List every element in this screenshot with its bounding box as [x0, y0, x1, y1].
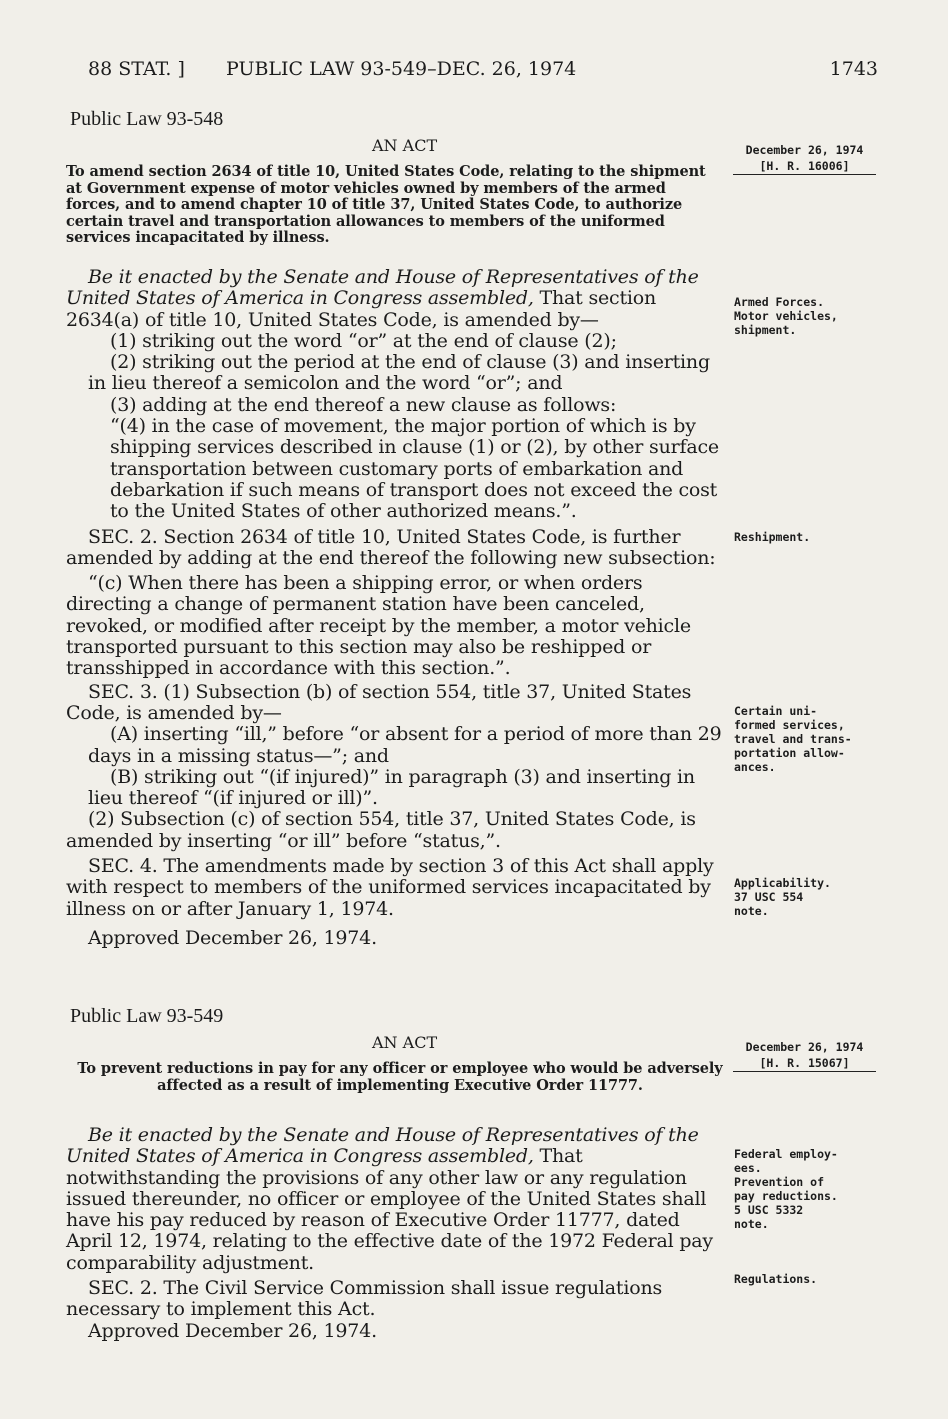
law2-sec2-label: SEC. 2. [88, 1277, 158, 1300]
law2-bill-number: [H. R. 15067] [733, 1055, 876, 1072]
law1-enact-rest: That section 2634(a) of title 10, United States Code, is amended by— [66, 287, 657, 331]
law1-clause-4: “(4) in the case of movement, the major portion of which is by shipping services described in clause (1) or (2), by other surface transportation between customary ports of embarkation and debarkation if such means of transport does not exceed the cost to the United States of other authorized means.”. [110, 415, 719, 523]
law1-summary: To amend section 2634 of title 10, United States Code, relating to the shipment at Government expense of motor vehicles owned by members of the armed forces, and to amend chapter 10 of title 37, United States Code, to authorize certain travel and transportation allowances to members of the uniformed services incapacitated by illness. [66, 163, 706, 246]
law1-sec3-2: (2) Subsection (c) of section 554, title 37, United States Code, is amended by inserting “or ill” before “status,”. [66, 808, 696, 852]
law1-sec2-text: Section 2634 of title 10, United States Code, is further amended by adding at the end thereof the following new subsection: [66, 525, 716, 569]
note-regulations [734, 1272, 864, 1286]
law2-enacting-clause [66, 1125, 726, 1274]
law1-clause-1: (1) striking out the word “or” at the end of clause (2); [110, 329, 617, 352]
law2-an-act: AN ACT [372, 1033, 438, 1052]
note-line: ees. [734, 1161, 762, 1175]
note-line: ances. [734, 760, 776, 774]
law2-margin-date [733, 1039, 876, 1072]
law2-enact-italic: Be it enacted by the Senate and House of Representatives of the United States of America in Congress assembled, [66, 1124, 699, 1168]
note-applicability [734, 876, 864, 918]
law1-clause-3: (3) adding at the end thereof a new clause as follows: [110, 393, 617, 416]
note-line: Motor vehicles, [734, 309, 838, 323]
header-title: PUBLIC LAW 93-549–DEC. 26, 1974 [226, 58, 577, 80]
law2-sec2-text: The Civil Service Commission shall issue regulations necessary to implement this Act. [66, 1277, 663, 1321]
law2-approved: Approved December 26, 1974. [88, 1319, 377, 1342]
law1-sec3-b: (B) striking out “(if injured)” in paragraph (3) and inserting in lieu thereof “(if injured or ill)”. [88, 765, 695, 810]
law1-bill-number: [H. R. 16006] [733, 158, 876, 175]
law2-title: Public Law 93-549 [70, 1005, 224, 1027]
note-federal-employees [734, 1147, 864, 1231]
law1-clause-2: (2) striking out the period at the end of clause (3) and inserting in lieu thereof a semicolon and the word “or”; and [88, 351, 710, 395]
page-number: 1743 [829, 58, 878, 80]
law1-date: December 26, 1974 [745, 143, 864, 157]
law2-date: December 26, 1974 [745, 1040, 864, 1054]
note-line: Certain uni- [734, 704, 818, 718]
law1-sec3-a: (A) inserting “ill,” before “or absent for a period of more than 29 days in a missing status—”; and [88, 723, 722, 767]
law1-enact-italic: Be it enacted by the Senate and House of Representatives of the United States of America in Congress assembled, [66, 266, 699, 310]
note-line: note. [734, 904, 769, 918]
note-line: Applicability. [734, 876, 831, 890]
law1-an-act: AN ACT [372, 136, 438, 155]
law1-approved: Approved December 26, 1974. [88, 926, 377, 949]
note-line: Regulations. [734, 1272, 818, 1286]
law1-title: Public Law 93-548 [70, 108, 224, 130]
law2-section-2 [66, 1278, 726, 1321]
note-line: shipment. [734, 323, 797, 337]
note-line: portation allow- [734, 746, 845, 760]
law1-margin-date [733, 142, 876, 175]
note-line: note. [734, 1217, 769, 1231]
law1-body [66, 267, 726, 949]
note-line: travel and trans- [734, 732, 852, 746]
note-certain-services [734, 704, 864, 774]
law2-enact-rest: That notwithstanding the provisions of any other law or any regulation issued thereunder, no officer or employee of the United States shall have his pay reduced by reason of Executive Order 11777, dated April 12, 1974, relating to the effective date of the 1972 Federal pay comparability adjustment. [66, 1145, 713, 1274]
note-line: 5 USC 5332 [734, 1203, 804, 1217]
note-line: Armed Forces. [734, 295, 825, 309]
note-line: formed services, [734, 718, 845, 732]
law1-section-3 [66, 682, 726, 725]
law1-section-2 [66, 527, 726, 570]
running-header [88, 58, 878, 88]
statute-volume: 88 STAT. ] [88, 58, 185, 80]
law1-sec4-text: The amendments made by section 3 of this Act shall apply with respect to members of the uniformed services incapacitated by illness on or after January 1, 1974. [66, 855, 714, 920]
note-line: Federal employ- [734, 1147, 838, 1161]
law1-sec2-quote: “(c) When there has been a shipping error, or when orders directing a change of permanent station have been canceled, revoked, or modified after receipt by the member, a motor vehicle transported pursuant to this section may also be reshipped or transshipped in accordance with this section.”. [66, 572, 691, 680]
note-line: Prevention of [734, 1175, 825, 1189]
law1-sec2-label: SEC. 2. [88, 525, 158, 548]
law2-summary: To prevent reductions in pay for any officer or employee who would be adversely affected as a result of implementing Executive Order 11777. [77, 1060, 723, 1094]
law1-sec4-label: SEC. 4. [88, 855, 158, 878]
law1-section-4 [66, 856, 726, 920]
note-line: 37 USC 554 [734, 890, 804, 904]
note-armed-forces [734, 295, 864, 337]
law1-enacting-clause [66, 267, 726, 331]
law1-sec3-text: (1) Subsection (b) of section 554, title 37, United States Code, is amended by— [66, 680, 692, 724]
law2-body [66, 1125, 726, 1342]
note-line: Reshipment. [734, 530, 811, 544]
note-reshipment [734, 530, 864, 544]
note-line: pay reductions. [734, 1189, 838, 1203]
law1-sec3-label: SEC. 3. [88, 680, 158, 703]
